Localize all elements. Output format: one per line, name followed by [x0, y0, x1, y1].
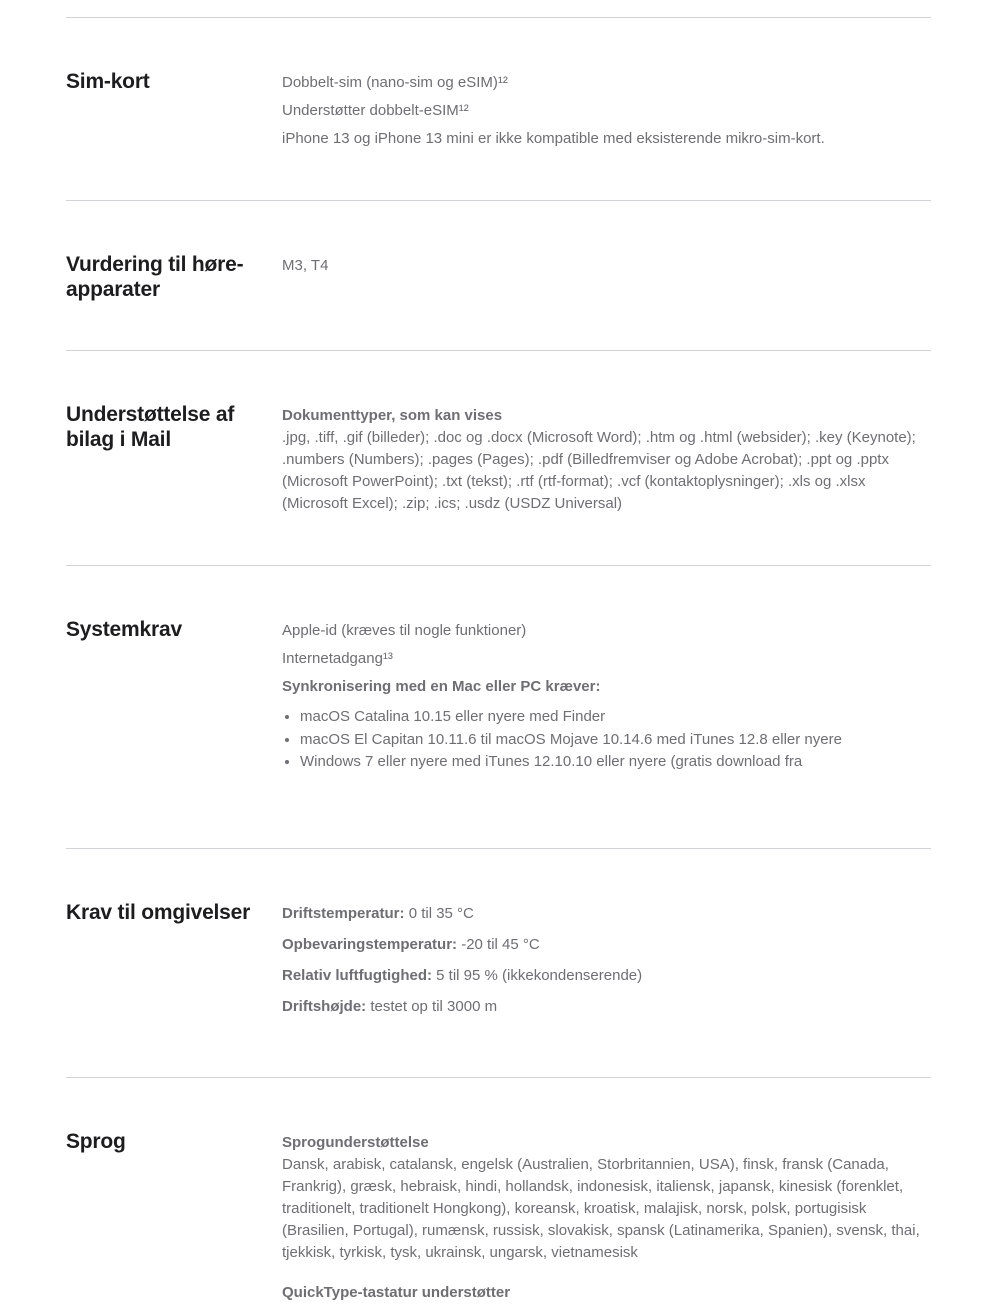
env-row [282, 903, 927, 925]
subheading: Sprogunderstøttelse [282, 1134, 429, 1151]
list-item: • macOS El Capitan 10.11.6 til macOS Mojave 10.14.6 med iTunes 12.8 eller nyere [300, 729, 927, 752]
section-heading: Understøttelse af bilag i Mail [66, 403, 235, 451]
section-content [282, 405, 927, 515]
env-row [282, 934, 927, 956]
spec-line: Dobbelt-sim (nano-sim og eSIM)¹² [282, 74, 508, 91]
document-types-text: .jpg, .tiff, .gif (billeder); .doc og .docx (Microsoft Word); .htm og .html (websider); .key (Keynote); .numbers (Numbers); .pages (Pages); .pdf (Billedfremviser og Adobe Acrobat); .ppt og .pptx (Microsoft PowerPoint); .txt (tekst); .rtf (rtf-format); .vcf (kontaktoplysninger); .xls og .xlsx (Microsoft Excel); .zip; .ics; .usdz (USDZ Universal) [282, 429, 916, 512]
subheading: QuickType-tastatur understøtter [282, 1284, 511, 1301]
env-value: 0 til 35 °C [404, 905, 474, 922]
env-value: -20 til 45 °C [457, 936, 540, 953]
section-divider [66, 848, 931, 849]
env-label: Driftstemperatur: [282, 905, 405, 922]
list-item: • Windows 7 eller nyere med iTunes 12.10.10 eller nyere (gratis download fra [300, 751, 927, 774]
section-heading: Sprog [66, 1130, 126, 1153]
section-divider [66, 350, 931, 351]
section-content [282, 1132, 927, 1304]
section-divider [66, 1077, 931, 1078]
section-heading: Vurdering til høre-apparater [66, 253, 244, 301]
section-divider [66, 200, 931, 201]
section-content [282, 903, 927, 1027]
env-label: Driftshøjde: [282, 998, 367, 1015]
spec-line: Apple-id (kræves til nogle funktioner) [282, 622, 527, 639]
spec-line: iPhone 13 og iPhone 13 mini er ikke kompatible med eksisterende mikro-sim-kort. [282, 130, 825, 147]
language-list-text: Dansk, arabisk, catalansk, engelsk (Australien, Storbritannien, USA), finsk, fransk (Canada, Frankrig), græsk, hebraisk, hindi, hollandsk, indonesisk, italiensk, japansk, kinesisk (forenklet, traditionelt, traditionelt Hongkong), koreansk, kroatisk, malajisk, norsk, polsk, portugisisk (Brasilien, Portugal), rumænsk, russisk, slovakisk, spansk (Latinamerika, Spanien), svensk, thai, tjekkisk, tyrkisk, tysk, ukrainsk, ungarsk, vietnamesisk [282, 1156, 920, 1261]
section-divider [66, 565, 931, 566]
section-content [282, 620, 927, 774]
env-label: Opbevaringstemperatur: [282, 936, 458, 953]
env-value: 5 til 95 % (ikkekondenserende) [432, 967, 643, 984]
subheading: Dokumenttyper, som kan vises [282, 407, 503, 424]
spec-line: Internetadgang¹³ [282, 650, 393, 667]
section-heading: Krav til omgivelser [66, 901, 251, 924]
sync-requirements-list [282, 706, 927, 774]
section-heading: Sim-kort [66, 70, 150, 93]
section-heading: Systemkrav [66, 618, 182, 641]
list-item: • macOS Catalina 10.15 eller nyere med Finder [300, 706, 927, 729]
section-content [282, 255, 927, 277]
section-content [282, 72, 927, 156]
env-label: Relativ luftfugtighed: [282, 967, 432, 984]
env-row [282, 965, 927, 987]
env-value: testet op til 3000 m [366, 998, 498, 1015]
section-divider [66, 17, 931, 18]
sync-label: Synkronisering med en Mac eller PC kræver: [282, 678, 601, 695]
hearing-aid-rating: M3, T4 [282, 257, 329, 274]
env-row [282, 996, 927, 1018]
spec-line: Understøtter dobbelt-eSIM¹² [282, 102, 469, 119]
